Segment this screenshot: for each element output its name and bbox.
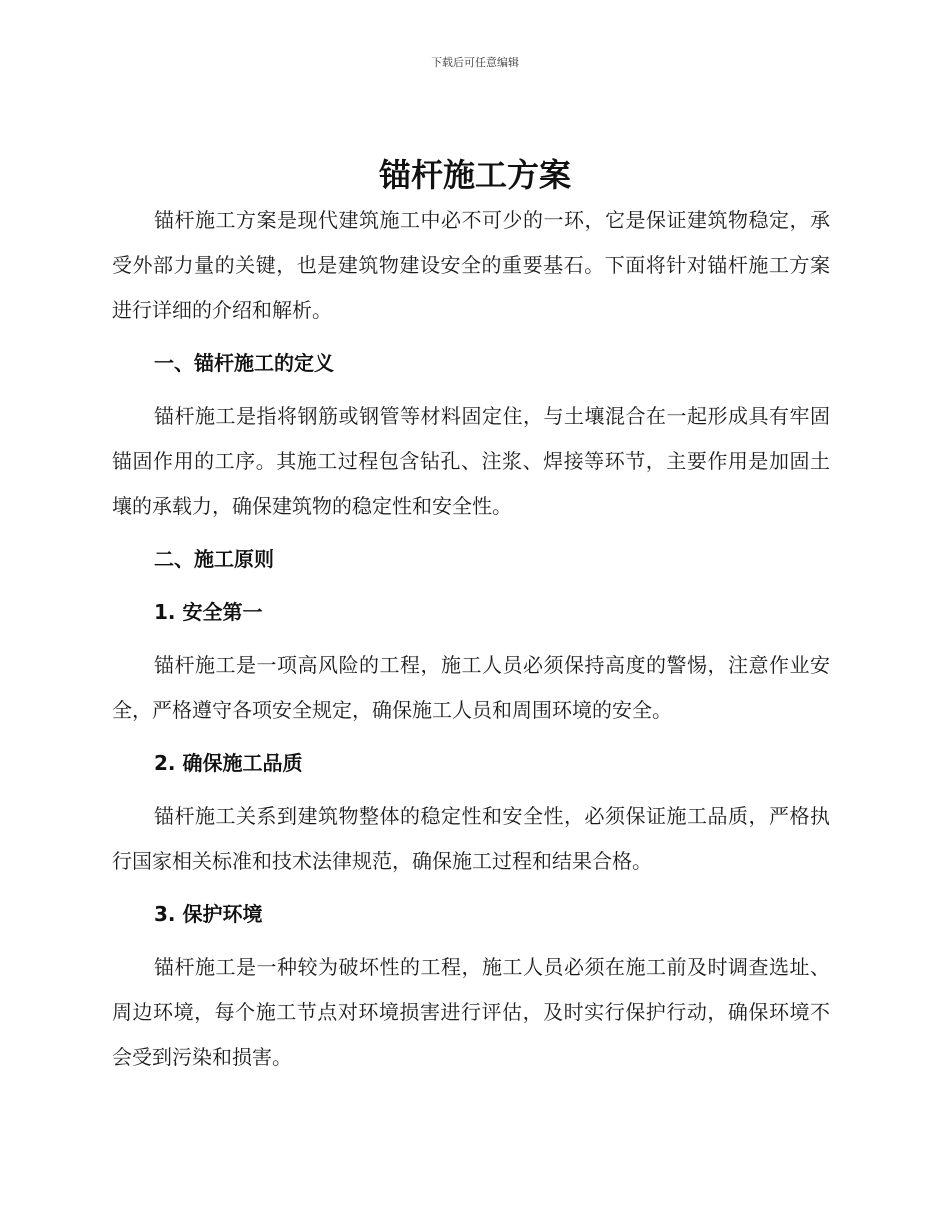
safety-paragraph: 锚杆施工是一项高风险的工程，施工人员必须保持高度的警惕，注意作业安全，严格遵守各项安全规定，确保施工人员和周围环境的安全。	[112, 653, 830, 722]
environment-heading: 3. 保护环境	[154, 902, 263, 926]
definition-paragraph: 锚杆施工是指将钢筋或钢管等材料固定住，与土壤混合在一起形成具有牢固锚固作用的工序。其施工过程包含钻孔、注浆、焊接等环节，主要作用是加固土壤的承载力，确保建筑物的稳定性和安全性。	[112, 404, 830, 518]
safety-heading: 1. 安全第一	[154, 600, 263, 624]
quality-paragraph: 锚杆施工关系到建筑物整体的稳定性和安全性，必须保证施工品质，严格执行国家相关标准和技术法律规范，确保施工过程和结果合格。	[112, 804, 830, 873]
environment-paragraph: 锚杆施工是一种较为破坏性的工程，施工人员必须在施工前及时调查选址、周边环境，每个施工节点对环境损害进行评估，及时实行保护行动，确保环境不会受到污染和损害。	[112, 955, 830, 1069]
principles-heading: 二、施工原则	[154, 547, 274, 571]
intro-paragraph: 锚杆施工方案是现代建筑施工中必不可少的一环，它是保证建筑物稳定，承受外部力量的关键，也是建筑物建设安全的重要基石。下面将针对锚杆施工方案进行详细的介绍和解析。	[112, 208, 830, 322]
definition-heading: 一、锚杆施工的定义	[154, 351, 334, 375]
quality-heading: 2. 确保施工品质	[154, 751, 303, 775]
document-body	[112, 198, 830, 1080]
document-title: 锚杆施工方案	[378, 156, 571, 194]
header-note: 下载后可任意编辑	[431, 56, 519, 69]
